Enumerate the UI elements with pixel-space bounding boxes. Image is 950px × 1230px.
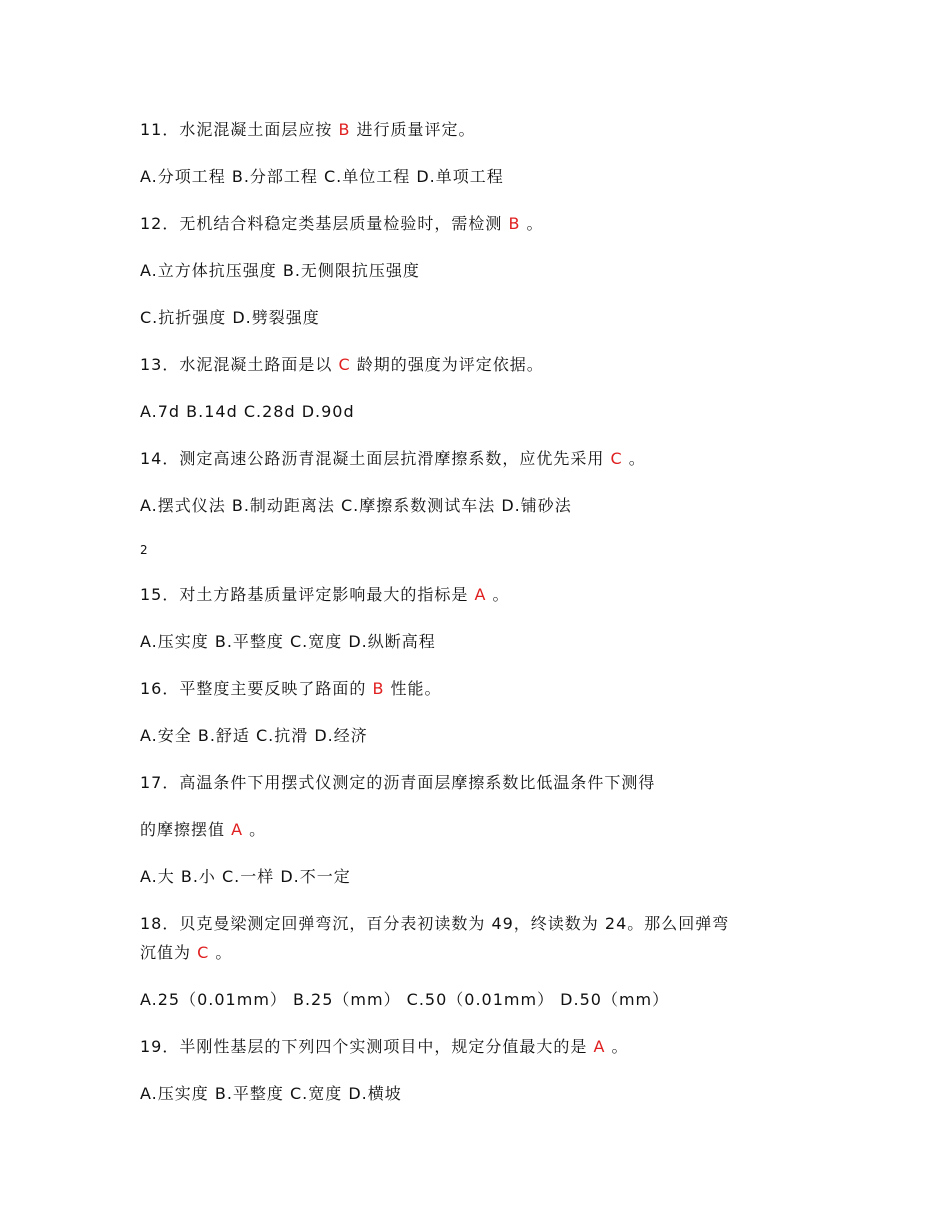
question-text: 13．水泥混凝土路面是以 (140, 355, 333, 374)
options-19: A.压实度 B.平整度 C.宽度 D.横坡 (140, 1084, 402, 1103)
options-12-line1: A.立方体抗压强度 B.无侧限抗压强度 (140, 261, 420, 280)
question-12 (140, 214, 544, 234)
options-11: A.分项工程 B.分部工程 C.单位工程 D.单项工程 (140, 167, 504, 186)
question-14 (140, 449, 646, 469)
question-tail: 。 (249, 820, 267, 839)
question-tail: 。 (215, 943, 233, 962)
question-text: 11．水泥混凝土面层应按 (140, 120, 333, 139)
answer: C (338, 355, 351, 374)
question-text: 沉值为 (140, 943, 192, 962)
question-19 (140, 1037, 629, 1057)
question-18-line2 (140, 943, 232, 963)
options-18: A.25（0.01mm） B.25（mm） C.50（0.01mm） D.50（mm） (140, 990, 670, 1009)
options-15: A.压实度 B.平整度 C.宽度 D.纵断高程 (140, 632, 436, 651)
question-11 (140, 120, 476, 140)
options-16: A.安全 B.舒适 C.抗滑 D.经济 (140, 726, 368, 745)
question-18-line1: 18．贝克曼梁测定回弹弯沉，百分表初读数为 49，终读数为 24。那么回弹弯 (140, 914, 730, 933)
question-tail: 龄期的强度为评定依据。 (356, 355, 544, 374)
question-text: 14．测定高速公路沥青混凝土面层抗滑摩擦系数，应优先采用 (140, 449, 605, 468)
answer: B (372, 679, 385, 698)
question-text: 的摩擦摆值 (140, 820, 226, 839)
question-13 (140, 355, 544, 375)
question-17-line2 (140, 820, 266, 840)
answer: B (508, 214, 521, 233)
options-14: A.摆式仪法 B.制动距离法 C.摩擦系数测试车法 D.铺砂法 (140, 496, 572, 515)
page-number: 2 (140, 543, 148, 557)
question-tail: 进行质量评定。 (356, 120, 476, 139)
question-tail: 性能。 (390, 679, 442, 698)
options-12-line2: C.抗折强度 D.劈裂强度 (140, 308, 320, 327)
question-text: 12．无机结合料稳定类基层质量检验时，需检测 (140, 214, 503, 233)
options-13: A.7d B.14d C.28d D.90d (140, 402, 355, 421)
question-17-line1: 17．高温条件下用摆式仪测定的沥青面层摩擦系数比低温条件下测得 (140, 773, 656, 792)
question-tail: 。 (492, 585, 510, 604)
question-tail: 。 (611, 1037, 629, 1056)
question-text: 15．对土方路基质量评定影响最大的指标是 (140, 585, 469, 604)
answer: C (197, 943, 210, 962)
answer: A (593, 1037, 606, 1056)
question-text: 16．平整度主要反映了路面的 (140, 679, 367, 698)
options-17: A.大 B.小 C.一样 D.不一定 (140, 867, 351, 886)
question-tail: 。 (526, 214, 544, 233)
question-text: 19．半刚性基层的下列四个实测项目中，规定分值最大的是 (140, 1037, 588, 1056)
answer: B (338, 120, 351, 139)
answer: A (231, 820, 244, 839)
answer: C (610, 449, 623, 468)
question-15 (140, 585, 510, 605)
answer: A (474, 585, 487, 604)
question-16 (140, 679, 442, 699)
question-tail: 。 (628, 449, 646, 468)
